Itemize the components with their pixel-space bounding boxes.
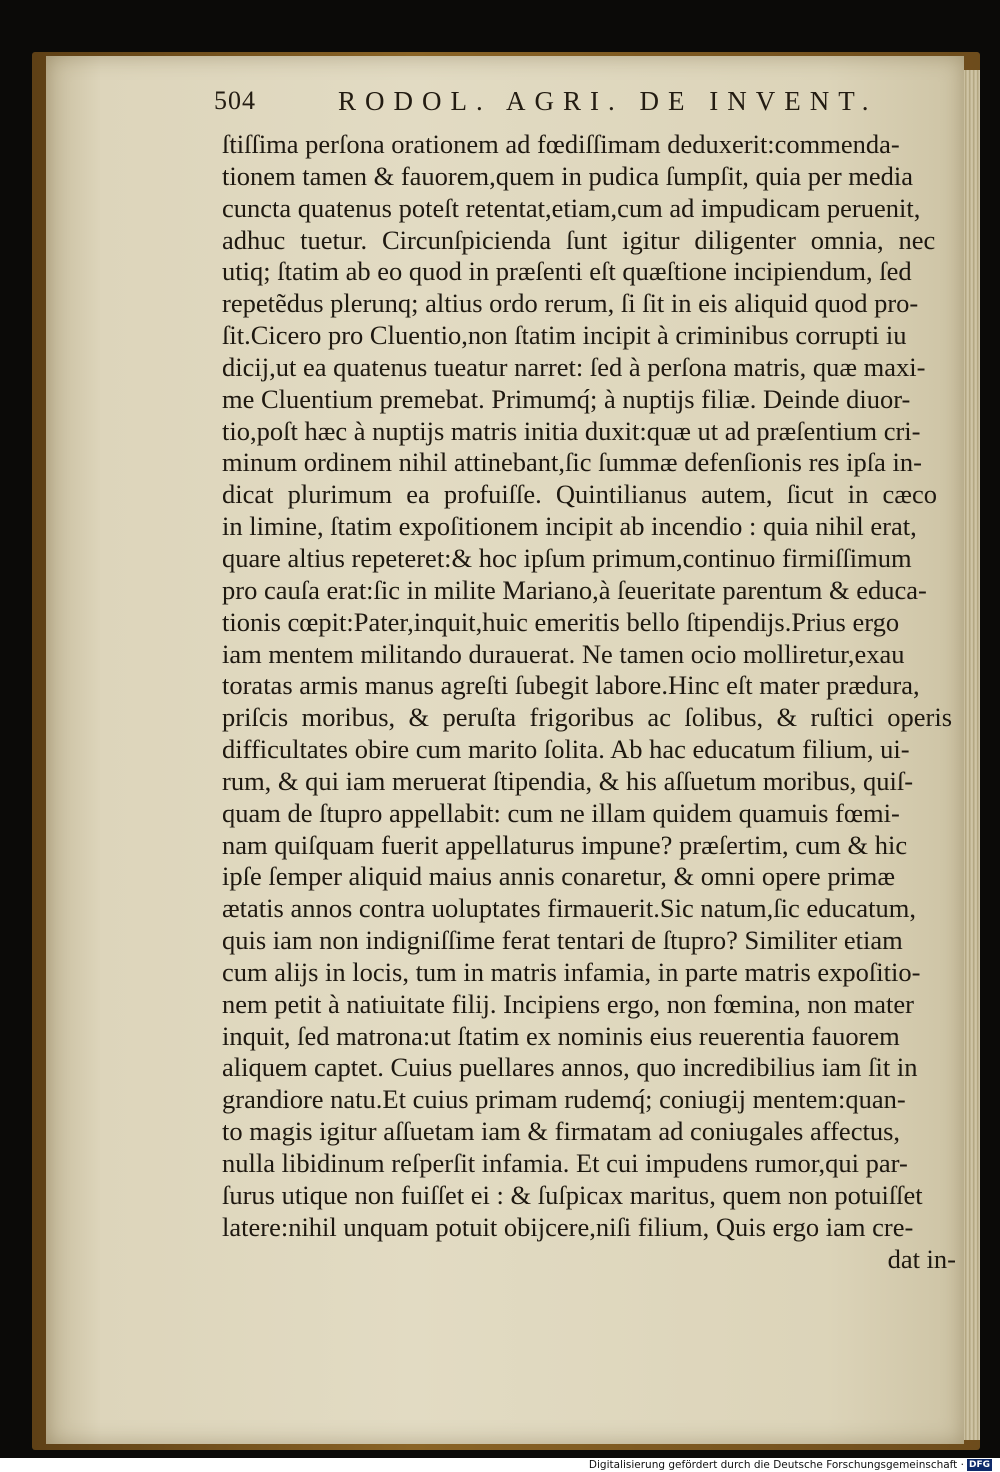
text-line: cuncta quatenus poteſt retentat,etiam,cum ad impudicam peruenit, <box>222 192 921 223</box>
running-head <box>214 84 878 126</box>
text-line: ſtiſſima perſona orationem ad fœdiſſimam deduxerit:commenda- <box>222 129 900 159</box>
text-line: tio,poſt hæc à nuptijs matris initia duxit:quæ ut ad præſentium cri- <box>222 415 921 446</box>
text-line: difficultates obire cum marito ſolita. Ab hac educatum filium, ui- <box>222 734 910 765</box>
text-line: me Cluentium premebat. Primumq́; à nuptijs filiæ. Deinde diuor- <box>222 383 911 414</box>
text-line: ipſe ſemper aliquid maius annis conaretur, & omni opere primæ <box>222 861 896 892</box>
text-line: in limine, ſtatim expoſitionem incipit ab incendio : quia nihil erat, <box>222 511 917 542</box>
text-line: quis iam non indigniſſime ferat tentari de ſtupro? Similiter etiam <box>222 925 903 956</box>
dfg-logo-icon: DFG <box>968 1460 990 1470</box>
text-line: tionis cœpit:Pater,inquit,huic emeritis bello ſtipendijs.Prius ergo <box>222 606 900 637</box>
text-line: cum alijs in locis, tum in matris infamia, in parte matris expoſitio- <box>222 956 921 987</box>
text-line: ſit.Cicero pro Cluentio,non ſtatim incipit à criminibus corrupti iu <box>222 320 907 351</box>
text-line: dicij,ut ea quatenus tueatur narret: ſed à perſona matris, quæ maxi- <box>222 351 926 382</box>
text-line: aliquem captet. Cuius puellares annos, quo incredibilius iam ſit in <box>222 1052 918 1083</box>
body-text <box>222 129 958 1275</box>
text-line: pro cauſa erat:ſic in milite Mariano,à ſeueritate parentum & educa- <box>222 574 927 605</box>
footer-credit <box>589 1458 992 1472</box>
text-line: dicat plurimum ea profuiſſe. Quintilianus autem, ſicut in cæco <box>222 479 937 510</box>
page-number: 504 <box>214 86 256 115</box>
text-line: tionem tamen & fauorem,quem in pudica ſumpſit, quia per media <box>222 160 914 191</box>
text-line: nem petit à natiuitate filij. Incipiens ergo, non fœmina, non mater <box>222 988 915 1019</box>
footer-credit-text: Digitalisierung gefördert durch die Deutsche Forschungsgemeinschaft · <box>588 1459 964 1471</box>
running-title: RODOL. AGRI. DE INVENT. <box>338 86 878 116</box>
footer-credit-bar <box>0 1458 1000 1472</box>
text-line: quare altius repeteret:& hoc ipſum primum,continuo firmiſſimum <box>222 542 912 573</box>
text-line: nulla libidinum reſperſit infamia. Et cui impudens rumor,qui par- <box>222 1148 908 1178</box>
text-line: latere:nihil unquam potuit obijcere,niſi filium, Quis ergo iam cre- <box>222 1211 914 1242</box>
text-line: utiq; ſtatim ab eo quod in præſenti eſt quæſtione incipiendum, ſed <box>222 256 912 287</box>
text-line: rum, & qui iam meruerat ſtipendia, & his aſſuetum moribus, quiſ- <box>222 765 914 796</box>
text-line: minum ordinem nihil attinebant,ſic ſummæ defenſionis res ipſa in- <box>222 447 922 478</box>
text-line: quam de ſtupro appellabit: cum ne illam quidem quamuis fœmi- <box>222 797 900 828</box>
text-line: nam quiſquam fuerit appellaturus impune? præſertim, cum & hic <box>222 829 908 860</box>
text-line: repetẽdus plerunq; altius ordo rerum, ſi ſit in eis aliquid quod pro- <box>222 288 919 319</box>
catchword: dat in- <box>887 1243 956 1274</box>
text-line: ſurus utique non fuiſſet ei : & ſuſpicax maritus, quem non potuiſſet <box>222 1179 923 1210</box>
text-line: grandiore natu.Et cuius primam rudemq́; coniugij mentem:quan- <box>222 1084 906 1115</box>
text-line: to magis igitur aſſuetam iam & firmatam ad coniugales affectus, <box>222 1116 901 1147</box>
text-line: inquit, ſed matrona:ut ſtatim ex nominis eius reuerentia fauorem <box>222 1020 900 1051</box>
text-line: ætatis annos contra uoluptates firmauerit.Sic natum,ſic educatum, <box>222 893 916 924</box>
text-line: priſcis moribus, & peruſta frigoribus ac ſolibus, & ruſtici operis <box>222 702 953 733</box>
text-line: toratas armis manus agreſti ſubegit labore.Hinc eſt mater prædura, <box>222 670 920 701</box>
text-line: adhuc tuetur. Circunſpicienda ſunt igitur diligenter omnia, nec <box>222 224 936 255</box>
page-edges <box>962 70 980 1440</box>
text-line: iam mentem militando durauerat. Ne tamen ocio molliretur,exau <box>222 638 905 669</box>
